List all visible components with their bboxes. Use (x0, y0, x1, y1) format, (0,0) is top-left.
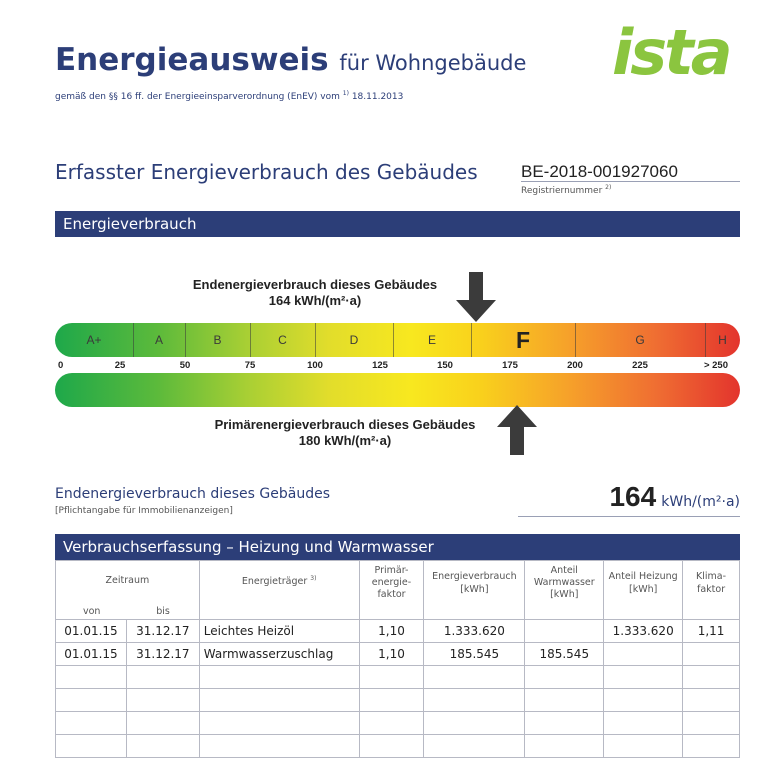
table-cell (126, 735, 199, 758)
scale-tick: 125 (372, 360, 388, 371)
table-cell (424, 666, 525, 689)
table-cell: 1.333.620 (604, 620, 683, 643)
scale-divider (471, 323, 472, 357)
scale-class-f: F (515, 327, 531, 353)
end-energy-label-line2: 164 kWh/(m²·a) (268, 293, 362, 308)
document-subtitle (55, 90, 403, 102)
header-energietraeger (199, 561, 359, 620)
end-energy-label (150, 277, 480, 309)
scale-divider (185, 323, 186, 357)
table-row (56, 643, 740, 666)
scale-class-aplus: A+ (86, 333, 102, 347)
table-cell (683, 735, 740, 758)
title-rest: für Wohngebäude (339, 51, 527, 75)
table-cell (604, 666, 683, 689)
table-cell (424, 712, 525, 735)
table-cell (424, 735, 525, 758)
table-cell: 1,10 (359, 643, 424, 666)
title-main: Energieausweis (55, 42, 329, 78)
table-cell: 31.12.17 (126, 643, 199, 666)
table-cell (359, 689, 424, 712)
scale-divider (705, 323, 706, 357)
table-cell: 31.12.17 (126, 620, 199, 643)
table-row (56, 666, 740, 689)
header-zeitraum (56, 561, 200, 620)
primary-energy-label-line2: 180 kWh/(m²·a) (298, 433, 392, 448)
header-zeitraum-text: Zeitraum (105, 575, 150, 586)
table-cell: 1.333.620 (424, 620, 525, 643)
table-cell (525, 735, 604, 758)
registration-footnote: 2) (605, 184, 612, 191)
summary-unit: kWh/(m²·a) (661, 494, 740, 510)
end-energy-summary-note: [Pflichtangabe für Immobilienanzeigen] (55, 506, 233, 516)
scale-tick: 100 (307, 360, 323, 371)
table-cell (683, 689, 740, 712)
header-energieverbrauch: Energieverbrauch [kWh] (424, 561, 525, 620)
table-cell (604, 689, 683, 712)
scale-class-b: B (213, 333, 222, 347)
table-cell (424, 689, 525, 712)
primary-energy-label (180, 417, 510, 449)
scale-divider (133, 323, 134, 357)
table-cell (525, 666, 604, 689)
table-cell: 01.01.15 (56, 620, 127, 643)
registration-label (521, 184, 611, 196)
registration-underline (521, 181, 740, 182)
table-cell (525, 689, 604, 712)
table-row (56, 620, 740, 643)
scale-class-e: E (427, 333, 436, 347)
table-cell: Leichtes Heizöl (199, 620, 359, 643)
scale-divider (575, 323, 576, 357)
header-von-bis (56, 606, 199, 617)
table-cell (683, 643, 740, 666)
scale-class-c: C (278, 333, 287, 347)
header-bis: bis (156, 606, 170, 617)
table-row (56, 735, 740, 758)
table-cell (56, 712, 127, 735)
registration-number: BE-2018-001927060 (521, 162, 678, 181)
energy-banner: Energieverbrauch (55, 211, 740, 237)
primary-energy-label-line1: Primärenergieverbrauch dieses Gebäudes (214, 417, 476, 432)
table-cell (604, 735, 683, 758)
table-cell (683, 712, 740, 735)
primary-energy-scale-bar (55, 373, 740, 407)
header-primaer: Primär- energie- faktor (359, 561, 424, 620)
table-cell (126, 712, 199, 735)
header-anteil-warmwasser: Anteil Warmwasser [kWh] (525, 561, 604, 620)
scale-tick: 0 (58, 360, 64, 371)
table-cell (359, 735, 424, 758)
scale-class-a: A (154, 333, 163, 347)
header-klimafaktor: Klima- faktor (683, 561, 740, 620)
end-energy-arrow-icon (456, 272, 496, 324)
scale-class-g: G (635, 333, 645, 347)
table-cell: 185.545 (424, 643, 525, 666)
header-energietraeger-text: Energieträger (241, 576, 308, 588)
scale-tick: 75 (244, 360, 256, 371)
table-cell: 1,10 (359, 620, 424, 643)
end-energy-summary-label: Endenergieverbrauch dieses Gebäudes (55, 486, 331, 502)
scale-tick: 25 (114, 360, 126, 371)
table-cell (359, 712, 424, 735)
section-heading: Erfasster Energieverbrauch des Gebäudes (55, 160, 478, 184)
consumption-table (55, 560, 740, 758)
scale-tick: 175 (502, 360, 518, 371)
logo-text: ista (612, 16, 730, 89)
header-von: von (82, 606, 101, 617)
ista-logo (612, 16, 730, 89)
consumption-banner: Verbrauchserfassung – Heizung und Warmwasser (55, 534, 740, 560)
table-row (56, 712, 740, 735)
table-cell (56, 735, 127, 758)
table-cell (359, 666, 424, 689)
table-cell (126, 689, 199, 712)
table-cell (604, 643, 683, 666)
table-cell (56, 666, 127, 689)
subtitle-footnote: 1) (342, 90, 349, 97)
table-body (56, 620, 740, 758)
table-cell (126, 666, 199, 689)
table-cell (199, 712, 359, 735)
table-cell (199, 666, 359, 689)
registration-label-text: Registriernummer (521, 186, 603, 196)
table-header-row (56, 561, 740, 620)
table-cell (604, 712, 683, 735)
scale-divider (315, 323, 316, 357)
end-energy-label-line1: Endenergieverbrauch dieses Gebäudes (192, 277, 438, 292)
table-cell: Warmwasserzuschlag (199, 643, 359, 666)
header-energietraeger-footnote: 3) (310, 575, 317, 582)
summary-number: 164 (609, 481, 657, 512)
table-cell (525, 712, 604, 735)
table-cell: 185.545 (525, 643, 604, 666)
scale-tick: 200 (567, 360, 583, 371)
table-cell (56, 689, 127, 712)
table-cell (199, 735, 359, 758)
scale-class-h: H (718, 333, 727, 347)
subtitle-date: 18.11.2013 (351, 92, 404, 102)
table-row (56, 689, 740, 712)
table-cell: 1,11 (683, 620, 740, 643)
scale-tick: 225 (632, 360, 648, 371)
scale-tick: 150 (437, 360, 453, 371)
document-title (55, 42, 526, 78)
table-cell: 01.01.15 (56, 643, 127, 666)
header-anteil-heizung: Anteil Heizung [kWh] (604, 561, 683, 620)
table-cell (525, 620, 604, 643)
scale-class-d: D (349, 333, 359, 347)
scale-divider (250, 323, 251, 357)
table-cell (683, 666, 740, 689)
table-cell (199, 689, 359, 712)
scale-divider (393, 323, 394, 357)
scale-tick: > 250 (703, 360, 728, 371)
scale-tick: 50 (179, 360, 191, 371)
end-energy-summary-value (518, 481, 740, 513)
subtitle-text: gemäß den §§ 16 ff. der Energieeinsparverordnung (EnEV) vom (55, 92, 340, 102)
summary-underline (518, 516, 740, 517)
